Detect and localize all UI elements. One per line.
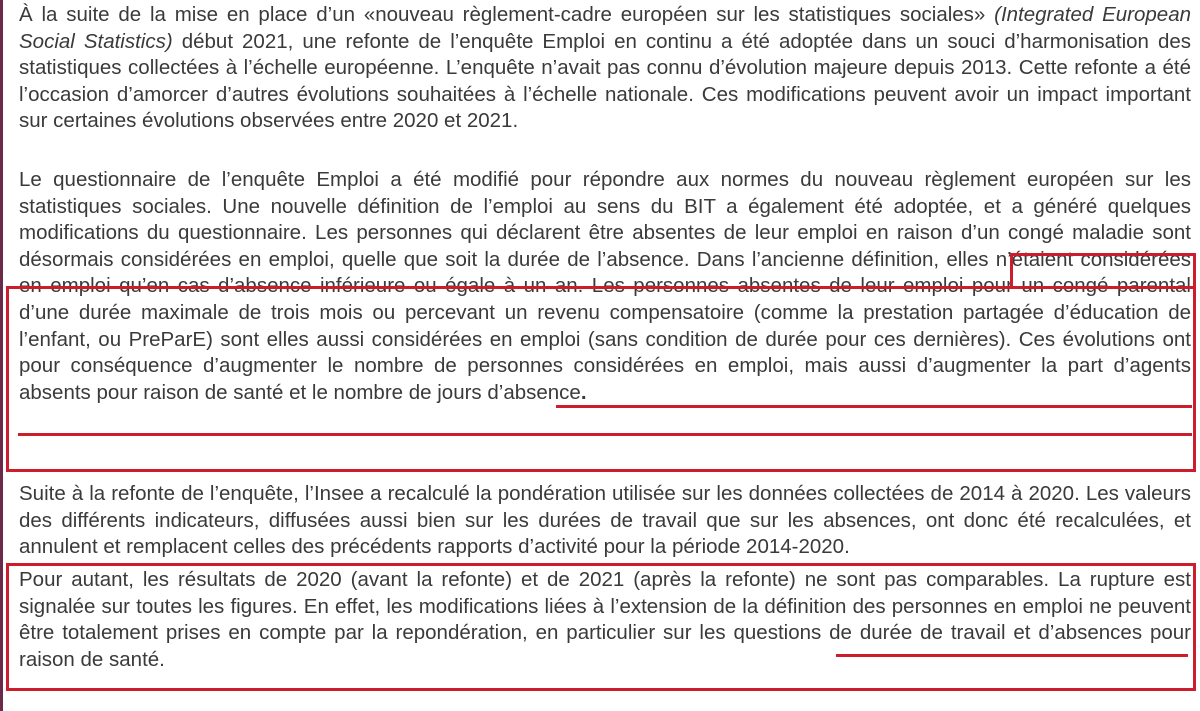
annotation-underline-1	[556, 405, 1192, 408]
annotation-box-main	[6, 286, 1196, 472]
annotation-box-top-strip	[1010, 253, 1196, 289]
paragraph-2-period: .	[580, 380, 587, 404]
paragraph-1-text-b: début 2021, une refonte de l’enquête Emploi en continu a été adoptée dans un souci d’harmonisation des statistiques collectées à l’échelle européenne. L’enquête n’avait pas connu d’évolution majeure depuis 2013. Cette refonte a été l’occasion d’amorcer d’autres évolutions souhaitées à l’échelle nationale. Ces modifications peuvent avoir un impact important sur certaines évolutions observées entre 2020 et 2021.	[19, 29, 1191, 133]
annotation-underline-3	[836, 654, 1188, 657]
paragraph-4: Pour autant, les résultats de 2020 (avant la refonte) et de 2021 (après la refonte) ne sont pas comparables. La rupture est signalée sur toutes les figures. En effet, les modifications liées à l’extension de la définition des personnes en emploi ne peuvent être totalement prises en compte par la repondération, en particulier sur les questions de durée de travail et d’absences pour raison de santé.	[19, 568, 1191, 671]
paragraph-1	[19, 2, 1191, 135]
paragraph-2-text: Le questionnaire de l’enquête Emploi a été modifié pour répondre aux normes du nouveau règlement européen sur les statistiques sociales. Une nouvelle définition de l’emploi au sens du BIT a également été adoptée, et a généré quelques modifications du questionnaire. Les personnes qui déclarent être absentes de leur emploi en raison d’un congé maladie sont désormais considérées en emploi, quelle que soit la durée de l’absence. Dans l’ancienne définition, elles n’étaient considérées en emploi qu’en cas d’absence inférieure ou égale à un an. Les personnes absentes de leur emploi pour un congé parental d’une durée maximale de trois mois ou percevant un revenu compensatoire (comme la prestation partagée d’éducation de l’enfant, ou PreParE) sont elles aussi considérées en emploi (sans condition de durée pour ces dernières). Ces évolutions ont pour conséquence d’augmenter le nombre de personnes considérées en emploi, mais aussi d’augmenter la part d’agents absents pour raison de santé et le nombre de jours d’absence	[19, 168, 1191, 404]
annotation-underline-2	[18, 433, 1192, 436]
margin-rule	[0, 0, 3, 711]
paragraph-1-text-a: À la suite de la mise en place d’un «nouveau règlement-cadre européen sur les statistiques sociales»	[19, 3, 995, 26]
paragraph-1-italic: (Integrated European Social Statistics)	[19, 3, 1192, 53]
paragraph-3: Suite à la refonte de l’enquête, l’Insee a recalculé la pondération utilisée sur les données collectées de 2014 à 2020. Les valeurs des différents indicateurs, diffusées aussi bien sur les durées de travail que sur les absences, ont donc été recalculées, et annulent et remplacent celles des précédents rapports d’activité pour la période 2014-2020.	[19, 482, 1191, 559]
annotation-box-bottom	[6, 563, 1196, 691]
